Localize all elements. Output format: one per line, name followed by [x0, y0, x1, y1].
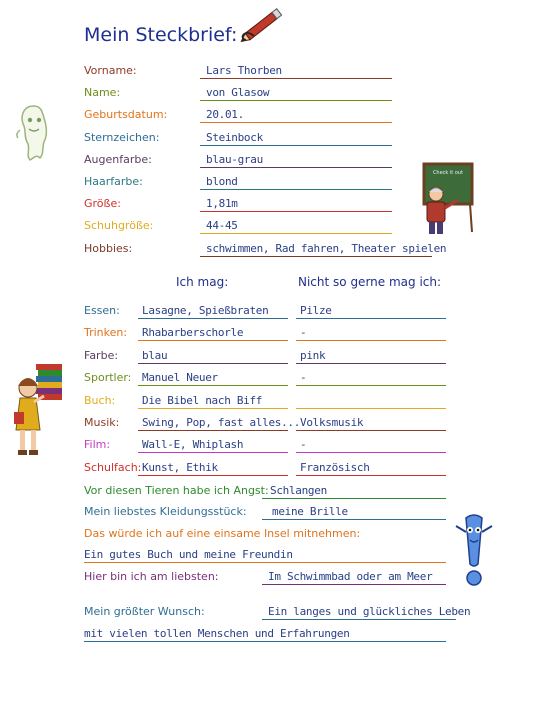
preference-like-value: Rhabarberschorle: [142, 326, 244, 339]
preference-like-line: [138, 475, 288, 476]
likes-header: Ich mag:: [176, 275, 229, 289]
preference-label: Buch:: [84, 394, 116, 407]
profile-label: Größe:: [84, 197, 121, 210]
preference-like-value: Die Bibel nach Biff: [142, 394, 263, 407]
profile-value: 44-45: [206, 219, 238, 232]
profile-value: 20.01.: [206, 108, 244, 121]
island-label: Das würde ich auf eine einsame Insel mitnehmen:: [84, 527, 361, 540]
preference-dislike-line: [296, 430, 446, 431]
profile-value: Lars Thorben: [206, 64, 282, 77]
profile-line: [200, 100, 392, 101]
preference-label: Farbe:: [84, 349, 119, 362]
clothes-line: [262, 519, 446, 520]
profile-value: Steinbock: [206, 131, 263, 144]
preference-like-line: [138, 452, 288, 453]
girl-with-books-icon: [10, 358, 66, 462]
preference-dislike-value: Pilze: [300, 304, 332, 317]
preference-dislike-value: -: [300, 371, 307, 384]
dislikes-header: Nicht so gerne mag ich:: [298, 275, 442, 289]
page-title: Mein Steckbrief:: [84, 24, 238, 46]
profile-line: [200, 122, 392, 123]
preference-dislike-line: [296, 452, 446, 453]
wish-value-1: Ein langes und glückliches Leben: [268, 605, 471, 618]
preference-label: Trinken:: [84, 326, 128, 339]
preference-dislike-value: -: [300, 326, 307, 339]
preference-label: Musik:: [84, 416, 120, 429]
ghost-icon: [14, 100, 54, 164]
exclamation-mark-icon: [452, 512, 496, 592]
preference-like-value: Manuel Neuer: [142, 371, 218, 384]
preference-dislike-value: Volksmusik: [300, 416, 364, 429]
preference-dislike-line: [296, 340, 446, 341]
profile-line: [200, 233, 392, 234]
clothes-value: meine Brille: [272, 505, 348, 518]
preference-like-line: [138, 340, 288, 341]
place-label: Hier bin ich am liebsten:: [84, 570, 219, 583]
preference-dislike-value: pink: [300, 349, 326, 362]
profile-label: Haarfarbe:: [84, 175, 143, 188]
preference-dislike-value: -: [300, 438, 307, 451]
preference-like-value: Kunst, Ethik: [142, 461, 218, 474]
place-line: [262, 584, 446, 585]
island-line: [84, 562, 446, 563]
preference-like-line: [138, 385, 288, 386]
wish-line-1: [262, 619, 456, 620]
profile-label: Hobbies:: [84, 242, 133, 255]
profile-line: [200, 189, 392, 190]
place-value: Im Schwimmbad oder am Meer: [268, 570, 433, 583]
profile-label: Geburtsdatum:: [84, 108, 168, 121]
profile-label: Schuhgröße:: [84, 219, 154, 232]
island-value: Ein gutes Buch und meine Freundin: [84, 548, 293, 561]
profile-line: [200, 78, 392, 79]
preference-dislike-line: [296, 318, 446, 319]
profile-label: Vorname:: [84, 64, 137, 77]
wish-line-2: [84, 641, 446, 642]
preference-label: Film:: [84, 438, 111, 451]
profile-value: schwimmen, Rad fahren, Theater spielen: [206, 242, 447, 255]
preference-like-value: Wall-E, Whiplash: [142, 438, 244, 451]
preference-like-line: [138, 408, 288, 409]
preference-like-value: blau: [142, 349, 168, 362]
preference-dislike-line: [296, 408, 446, 409]
profile-line: [200, 167, 392, 168]
fear-line: [262, 498, 446, 499]
profile-value: 1,81m: [206, 197, 238, 210]
profile-label: Sternzeichen:: [84, 131, 160, 144]
preference-like-line: [138, 430, 288, 431]
wish-label: Mein größter Wunsch:: [84, 605, 205, 618]
preference-like-value: Swing, Pop, fast alles...: [142, 416, 301, 429]
preference-label: Sportler:: [84, 371, 132, 384]
preference-dislike-line: [296, 385, 446, 386]
profile-line: [200, 211, 392, 212]
clothes-label: Mein liebstes Kleidungsstück:: [84, 505, 247, 518]
profile-label: Name:: [84, 86, 121, 99]
teacher-chalkboard-icon: [418, 160, 476, 238]
preference-like-line: [138, 318, 288, 319]
wish-value-2: mit vielen tollen Menschen und Erfahrungen: [84, 627, 350, 640]
preference-dislike-line: [296, 363, 446, 364]
profile-line: [200, 145, 392, 146]
preference-dislike-value: Französisch: [300, 461, 370, 474]
profile-line: [200, 256, 432, 257]
preference-like-value: Lasagne, Spießbraten: [142, 304, 269, 317]
preference-dislike-line: [296, 475, 446, 476]
profile-value: blau-grau: [206, 153, 263, 166]
fear-value: Schlangen: [270, 484, 327, 497]
profile-value: von Glasow: [206, 86, 270, 99]
pencil-icon: [238, 2, 290, 48]
profile-label: Augenfarbe:: [84, 153, 152, 166]
fear-label: Vor diesen Tieren habe ich Angst:: [84, 484, 269, 497]
preference-like-line: [138, 363, 288, 364]
profile-value: blond: [206, 175, 238, 188]
chalkboard-text: Check it out: [432, 170, 464, 176]
preference-label: Essen:: [84, 304, 120, 317]
preference-label: Schulfach:: [84, 461, 142, 474]
